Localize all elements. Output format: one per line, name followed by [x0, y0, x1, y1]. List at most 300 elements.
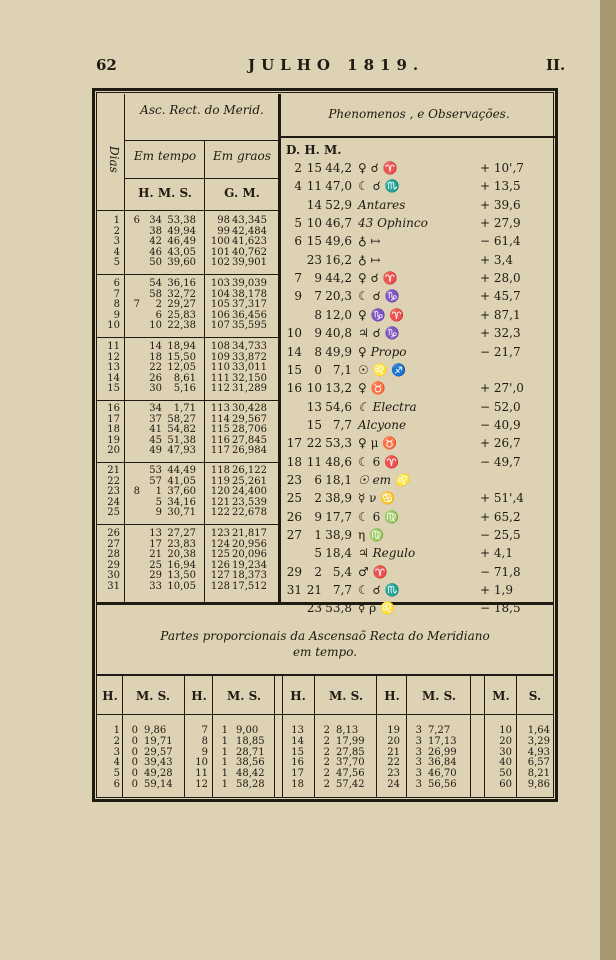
phen-value: + 87,1: [480, 307, 521, 322]
phen-event: ♀ ♉: [358, 381, 386, 396]
arcmin-cell: 38,178: [232, 288, 267, 300]
partes-title: Partes proporcionais da Ascensaõ Recta do Meridiano: [160, 629, 490, 643]
rule-sub-header: [124, 140, 278, 141]
degree-cell: 116: [210, 434, 230, 446]
dia-cell: 26: [107, 528, 120, 539]
partes-hour: 22: [387, 757, 400, 769]
arcmin-cell: 31,289: [232, 383, 267, 395]
minute-cell: 29: [149, 570, 162, 582]
dia-cell: 14: [107, 372, 120, 384]
second-cell: 20,38: [167, 549, 196, 561]
second-cell: 58,27: [167, 413, 196, 425]
degree-cell: 104: [210, 288, 230, 300]
phen-minute: 40,8: [325, 326, 352, 341]
minute-cell: 5: [155, 496, 162, 508]
minute-cell: 58: [149, 288, 162, 300]
phen-hour: 10: [306, 381, 322, 396]
phen-day: 18: [286, 454, 302, 469]
degree-cell: 122: [210, 507, 230, 519]
phen-value: + 1,9: [480, 583, 513, 598]
phen-value: + 3,4: [480, 252, 513, 267]
arcmin-cell: 33,011: [232, 362, 267, 374]
arcmin-cell: 20,096: [232, 549, 267, 561]
hour-cell: 6: [133, 215, 140, 226]
arcmin-cell: 41,623: [232, 236, 267, 248]
degree-cell: 121: [210, 496, 230, 508]
phen-hour: 22: [306, 436, 322, 451]
arcmin-cell: 37,317: [232, 299, 267, 311]
dia-cell: 18: [107, 424, 120, 436]
partes-s: 6,57: [527, 757, 550, 769]
phen-hour: 11: [306, 179, 322, 194]
phen-minute: 49,9: [325, 344, 352, 359]
partes-hour: 15: [291, 746, 304, 758]
phen-value: + 51',4: [480, 491, 524, 506]
minute-cell: 45: [149, 434, 162, 446]
phen-hour: 9: [314, 326, 322, 341]
second-cell: 22,38: [167, 320, 196, 332]
partes-second: 57,42: [336, 779, 365, 790]
phen-day: 17: [286, 436, 302, 451]
partes-second: 27,85: [336, 746, 365, 758]
h-header: H.: [191, 689, 207, 703]
phen-hour: 10: [306, 216, 322, 231]
phen-day: 6: [294, 234, 302, 249]
partes-col-divider: [314, 676, 315, 798]
partes-minute: 0: [131, 725, 138, 736]
phen-day: 29: [286, 564, 302, 579]
minute-cell: 13: [149, 528, 162, 539]
phen-value: − 71,8: [480, 564, 521, 579]
phen-day: 7: [294, 271, 302, 286]
rule-group: [96, 400, 278, 401]
degree-cell: 110: [210, 362, 230, 374]
degree-cell: 128: [210, 581, 230, 592]
partes-m: 60: [499, 779, 512, 790]
minute-cell: 22: [149, 362, 162, 374]
degree-cell: 98: [217, 215, 230, 226]
partes-minute: 3: [415, 779, 422, 790]
em-graos-header: Em graos: [213, 149, 271, 163]
partes-col-divider: [376, 676, 377, 798]
phen-value: − 49,7: [480, 454, 521, 469]
partes-minute: 1: [221, 757, 228, 769]
degree-cell: 108: [210, 341, 230, 352]
partes-col-divider: [516, 676, 517, 798]
phen-event: Alcyone: [358, 417, 407, 432]
partes-col-divider: [470, 676, 471, 798]
em-tempo-header: Em tempo: [133, 149, 197, 163]
phen-minute: 38,9: [325, 528, 352, 542]
degree-cell: 111: [210, 372, 230, 384]
partes-second: 28,71: [236, 746, 265, 758]
phen-value: − 18,5: [480, 601, 521, 616]
rule-hms-bottom: [96, 210, 278, 211]
phen-hour: 15: [306, 234, 322, 249]
h-header: H.: [102, 689, 118, 703]
phen-event: ♁ ↦: [358, 252, 381, 267]
partes-second: 39,43: [144, 757, 173, 769]
h-header: H.: [384, 689, 400, 703]
partes-second: 19,71: [144, 735, 173, 747]
phen-value: + 39,6: [480, 197, 521, 212]
phen-hour: 9: [314, 509, 322, 524]
phen-event: ☾ 6 ♈: [358, 454, 399, 469]
partes-second: 38,56: [236, 757, 265, 769]
dia-cell: 27: [107, 538, 120, 550]
phen-hour: 2: [314, 564, 322, 579]
partes-hour: 10: [195, 757, 208, 769]
partes-minute: 2: [323, 746, 330, 758]
partes-minute: 2: [323, 735, 330, 747]
partes-hour: 14: [291, 735, 304, 747]
second-cell: 32,72: [167, 288, 196, 300]
section-number: II.: [546, 56, 566, 74]
phen-event: ☾ 6 ♍: [358, 509, 399, 524]
partes-hour: 5: [113, 768, 120, 780]
minute-cell: 50: [149, 257, 162, 269]
minute-cell: 41: [149, 424, 162, 436]
phen-minute: 52,9: [325, 197, 352, 212]
arcmin-cell: 33,872: [232, 351, 267, 363]
minute-cell: 17: [149, 538, 162, 550]
dia-cell: 22: [107, 475, 120, 487]
second-cell: 13,50: [167, 570, 196, 582]
minute-cell: 21: [149, 549, 162, 561]
dia-cell: 9: [113, 309, 120, 321]
dia-cell: 31: [107, 581, 120, 592]
partes-minute: 1: [221, 725, 228, 736]
ms-header: M. S.: [421, 689, 457, 703]
phen-event: ♃ Regulo: [358, 546, 416, 561]
partes-second: 9,00: [236, 725, 259, 736]
phen-day: 5: [294, 216, 302, 231]
dia-cell: 12: [107, 351, 120, 363]
degree-cell: 107: [210, 320, 230, 332]
partes-m: 30: [499, 746, 512, 758]
partes-minute: 0: [131, 768, 138, 780]
rule-group: [96, 524, 278, 525]
arcmin-cell: 40,762: [232, 246, 267, 258]
hour-cell: 7: [133, 299, 140, 311]
partes-hour: 12: [195, 779, 208, 790]
phen-minute: 17,7: [325, 509, 352, 524]
phen-event: ☾ Electra: [358, 399, 417, 414]
minute-cell: 54: [149, 278, 162, 289]
arcmin-cell: 19,234: [232, 559, 267, 571]
phen-event: ♂ ♈: [358, 564, 388, 579]
phen-hour: 11: [306, 454, 322, 469]
phen-minute: 46,7: [325, 216, 352, 231]
phen-event: ♁ ↦: [358, 234, 381, 249]
partes-hour: 6: [113, 779, 120, 790]
dia-cell: 4: [113, 246, 120, 258]
dia-cell: 15: [107, 383, 120, 395]
arcmin-cell: 30,428: [232, 403, 267, 414]
arcmin-cell: 22,678: [232, 507, 267, 519]
partes-hour: 19: [387, 725, 400, 736]
partes-minute: 2: [323, 779, 330, 790]
phen-minute: 54,6: [325, 399, 352, 414]
partes-second: 56,56: [428, 779, 457, 790]
dia-cell: 23: [107, 486, 120, 498]
dia-cell: 10: [107, 320, 120, 332]
minute-cell: 1: [155, 486, 162, 498]
partes-s: 3,29: [527, 735, 550, 747]
rule-partes-header: [96, 714, 554, 715]
partes-hour: 20: [387, 735, 400, 747]
degree-cell: 103: [210, 278, 230, 289]
phen-hour: 23: [306, 601, 322, 616]
page-title: JULHO 1819.: [248, 56, 425, 74]
partes-hour: 8: [201, 735, 208, 747]
phen-day: 16: [286, 381, 302, 396]
phen-value: − 21,7: [480, 344, 521, 359]
second-cell: 15,50: [167, 351, 196, 363]
partes-hour: 18: [291, 779, 304, 790]
partes-second: 58,28: [236, 779, 265, 790]
dia-cell: 17: [107, 413, 120, 425]
dia-cell: 6: [113, 278, 120, 289]
phen-day: 10: [286, 326, 302, 341]
phen-event: ☾ ☌ ♏: [358, 179, 400, 194]
partes-hour: 9: [201, 746, 208, 758]
partes-col-divider: [184, 676, 185, 798]
rule-partes-top: [96, 674, 554, 676]
dia-cell: 2: [113, 225, 120, 237]
rule-hms-top: [124, 178, 278, 179]
dia-cell: 19: [107, 434, 120, 446]
phen-minute: 7,7: [332, 417, 352, 432]
degree-cell: 99: [217, 225, 230, 237]
dia-cell: 24: [107, 496, 120, 508]
phen-minute: 53,3: [325, 436, 352, 451]
phen-event: ♃ ☌ ♑: [358, 326, 400, 341]
arcmin-cell: 20,956: [232, 538, 267, 550]
phen-event: ♀ ☌ ♈: [358, 271, 398, 286]
phen-day: 14: [286, 344, 302, 359]
partes-hour: 17: [291, 768, 304, 780]
phen-minute: 7,1: [332, 362, 352, 377]
dia-cell: 1: [113, 215, 120, 226]
partes-minute: 3: [415, 735, 422, 747]
partes-hour: 16: [291, 757, 304, 769]
partes-minute: 1: [221, 735, 228, 747]
phen-event: ☿ ρ ♌: [358, 601, 395, 616]
dia-cell: 25: [107, 507, 120, 519]
phen-hour: 0: [314, 362, 322, 377]
degree-cell: 126: [210, 559, 230, 571]
phen-value: + 26,7: [480, 436, 521, 451]
phen-hour: 5: [314, 546, 322, 561]
partes-second: 49,28: [144, 768, 173, 780]
partes-minute: 0: [131, 746, 138, 758]
phen-value: + 65,2: [480, 509, 521, 524]
partes-m: 40: [499, 757, 512, 769]
second-cell: 16,94: [167, 559, 196, 571]
dia-cell: 21: [107, 465, 120, 476]
phen-event: ♀ μ ♉: [358, 436, 398, 451]
asc-rect-title: Asc. Rect. do Merid.: [140, 103, 264, 117]
phen-event: ☾ ☌ ♑: [358, 289, 400, 304]
partes-s: 8,21: [527, 768, 550, 780]
minute-cell: 42: [149, 236, 162, 248]
degree-cell: 102: [210, 257, 230, 269]
phen-hour: 1: [314, 528, 322, 542]
degree-cell: 106: [210, 309, 230, 321]
phen-value: + 10',7: [480, 161, 524, 175]
second-cell: 27,27: [167, 528, 196, 539]
dia-cell: 7: [113, 288, 120, 300]
dia-cell: 13: [107, 362, 120, 374]
dhm-header: D. H. M.: [286, 143, 342, 157]
phen-minute: 49,6: [325, 234, 352, 249]
rule-group: [96, 274, 278, 275]
phen-minute: 44,2: [325, 271, 352, 286]
dia-cell: 20: [107, 445, 120, 457]
partes-second: 26,99: [428, 746, 457, 758]
minute-cell: 14: [149, 341, 162, 352]
partes-subtitle: em tempo.: [292, 645, 358, 659]
partes-minute: 1: [221, 768, 228, 780]
partes-second: 7,27: [428, 725, 451, 736]
ms-header: M. S.: [328, 689, 364, 703]
dia-cell: 8: [113, 299, 120, 311]
phen-hour: 15: [306, 417, 322, 432]
phen-value: + 27',0: [480, 381, 524, 396]
partes-minute: 0: [131, 735, 138, 747]
second-cell: 10,05: [167, 581, 196, 592]
minute-cell: 37: [149, 413, 162, 425]
phen-minute: 18,4: [325, 546, 352, 561]
dia-cell: 16: [107, 403, 120, 414]
arcmin-cell: 27,845: [232, 434, 267, 446]
hour-cell: 8: [133, 486, 140, 498]
phen-hour: 8: [314, 307, 322, 322]
phen-minute: 18,1: [325, 472, 352, 487]
phen-minute: 16,2: [325, 252, 352, 267]
dia-cell: 5: [113, 257, 120, 269]
partes-minute: 1: [221, 779, 228, 790]
second-cell: 1,71: [173, 403, 196, 414]
partes-m: 10: [499, 725, 512, 736]
minute-cell: 34: [149, 403, 162, 414]
second-cell: 47,93: [167, 445, 196, 457]
phen-hour: 21: [306, 583, 322, 598]
arcmin-cell: 29,567: [232, 413, 267, 425]
partes-second: 17,99: [336, 735, 365, 747]
minute-cell: 53: [149, 465, 162, 476]
partes-hour: 4: [113, 757, 120, 769]
degree-cell: 120: [210, 486, 230, 498]
phen-minute: 7,7: [332, 583, 352, 598]
phen-hour: 6: [314, 472, 322, 487]
partes-second: 46,70: [428, 768, 457, 780]
phen-day: 9: [294, 289, 302, 304]
phen-event: η ♍: [358, 528, 384, 542]
minute-cell: 9: [155, 507, 162, 519]
phen-event: ☾ ☌ ♏: [358, 583, 400, 598]
phen-event: ♀ ☌ ♈: [358, 161, 398, 175]
phen-minute: 20,3: [325, 289, 352, 304]
phen-value: + 4,1: [480, 546, 513, 561]
phen-hour: 9: [314, 271, 322, 286]
dia-cell: 3: [113, 236, 120, 248]
second-cell: 18,94: [167, 341, 196, 352]
gm-header: G. M.: [224, 186, 260, 200]
phen-minute: 5,4: [332, 564, 352, 579]
minute-cell: 26: [149, 372, 162, 384]
phen-day: 25: [286, 491, 302, 506]
minute-cell: 10: [149, 320, 162, 332]
phen-event: ♀ Propo: [358, 344, 407, 359]
rule-group: [96, 337, 278, 338]
degree-cell: 101: [210, 246, 230, 258]
partes-second: 17,13: [428, 735, 457, 747]
phen-minute: 13,2: [325, 381, 352, 396]
phen-value: + 28,0: [480, 271, 521, 286]
partes-second: 37,70: [336, 757, 365, 769]
partes-minute: 0: [131, 779, 138, 790]
second-cell: 51,38: [167, 434, 196, 446]
partes-second: 59,14: [144, 779, 173, 790]
phen-value: + 27,9: [480, 216, 521, 231]
partes-minute: 3: [415, 746, 422, 758]
phen-value: − 40,9: [480, 417, 521, 432]
second-cell: 43,05: [167, 246, 196, 258]
ms-header: M. S.: [226, 689, 262, 703]
phen-value: − 61,4: [480, 234, 521, 249]
phen-hour: 2: [314, 491, 322, 506]
partes-hour: 13: [291, 725, 304, 736]
phen-day: 2: [294, 161, 302, 175]
partes-col-divider: [274, 676, 275, 798]
phen-value: + 32,3: [480, 326, 521, 341]
degree-cell: 127: [210, 570, 230, 582]
second-cell: 30,71: [167, 507, 196, 519]
degree-cell: 115: [210, 424, 230, 436]
minute-cell: 34: [149, 215, 162, 226]
minute-cell: 18: [149, 351, 162, 363]
degree-cell: 105: [210, 299, 230, 311]
phen-day: 4: [294, 179, 302, 194]
partes-hour: 1: [113, 725, 120, 736]
partes-second: 8,13: [336, 725, 359, 736]
partes-second: 29,57: [144, 746, 173, 758]
phen-minute: 38,9: [325, 491, 352, 506]
partes-col-divider: [212, 676, 213, 798]
page-header: [0, 56, 600, 78]
second-cell: 49,94: [167, 225, 196, 237]
partes-hour: 7: [201, 725, 208, 736]
partes-hour: 21: [387, 746, 400, 758]
arcmin-cell: 25,261: [232, 475, 267, 487]
minute-cell: 6: [155, 309, 162, 321]
second-cell: 5,16: [173, 383, 196, 395]
second-cell: 44,49: [167, 465, 196, 476]
minute-cell: 33: [149, 581, 162, 592]
phen-event: Antares: [358, 197, 406, 212]
phen-hour: 8: [314, 344, 322, 359]
degree-cell: 117: [210, 445, 230, 457]
degree-cell: 100: [210, 236, 230, 248]
partes-minute: 3: [415, 757, 422, 769]
phen-minute: 12,0: [325, 307, 352, 322]
partes-hour: 2: [113, 735, 120, 747]
partes-second: 18,85: [236, 735, 265, 747]
degree-cell: 112: [210, 383, 230, 395]
arcmin-cell: 26,984: [232, 445, 267, 457]
